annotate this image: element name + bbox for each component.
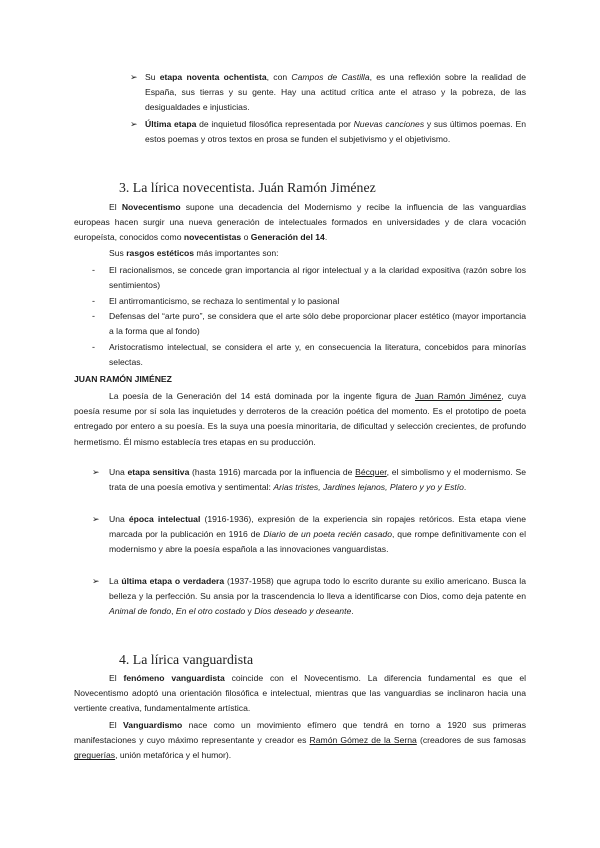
etapa-sensitiva: Una etapa sensitiva (hasta 1916) marcada por la influencia de Bécquer, el simbolismo y el modernismo. Se trata de una poesía emotiva y sentimental: Arias tristes, Jardines lejanos, Platero y yo y Estío. [109, 467, 526, 493]
ultima-etapa: La última etapa o verdadera (1937-1958) que agrupa todo lo escrito durante su exilio americano. Busca la belleza y la perfección. Su ansia por la trascendencia lo lleva a identificarse con Dios, como deja patente en Animal de fondo, En el otro costado y Dios deseado y deseante. [109, 576, 526, 617]
dash-bullet-icon: - [92, 311, 95, 321]
jrj-subheading: JUAN RAMÓN JIMÉNEZ [74, 374, 172, 384]
epoca-intelectual: Una época intelectual (1916-1936), expresión de la experiencia sin ropajes retóricos. Esta etapa viene marcada por la publicación en 1916 de Diario de un poeta recién casado, que rompe definitivamente con el modernismo y abre la poesía española a las innovaciones vanguardistas. [109, 514, 527, 555]
rasgo-item-1: El racionalismos, se concede gran importancia al rigor intelectual y a la claridad expositiva (razón sobre los sentimientos) [109, 265, 526, 291]
dash-bullet-icon: - [92, 265, 95, 275]
rasgo-item-2: El antirromanticismo, se rechaza lo sentimental y lo pasional [109, 296, 340, 306]
top-bullet-1: Su etapa noventa ochentista, con Campos de Castilla, es una reflexión sobre la realidad de España, sus tierras y su gente. Hay una actitud crítica ante el atraso y la pobreza, de las desigualdades e injusticias. [145, 72, 526, 113]
top-bullet-2: Última etapa de inquietud filosófica representada por Nuevas canciones y sus últimos poemas. En estos poemas y otros textos en prosa se funden el subjetivismo y el objetivismo. [145, 119, 526, 145]
vanguardia-paragraph-2: El Vanguardismo nace como un movimiento efímero que tendrá en torno a 1920 sus primeras manifestaciones y cuyo máximo representante y creador es Ramón Gómez de la Serna (creadores de sus famosas greguerías, unión metafórica y el humor). [74, 720, 527, 761]
novecentismo-intro: El Novecentismo supone una decadencia del Modernismo y recibe la influencia de las vanguardias europeas hacen surgir una nueva generación de intelectuales formados en universidades y de clara vocación europeísta, conocidos como novecentistas o Generación del 14. [74, 202, 526, 243]
jrj-paragraph: La poesía de la Generación del 14 está dominada por la ingente figura de Juan Ramón Jiménez, cuya poesía resume por sí sola las inquietudes y derroteros de la creación poética del momento. Es el prototipo de poeta entregado por entero a su poesía. Es la suya una poesía minoritaria, de dificultad y selección crecientes, de profundo hermetismo. Él mismo establecía tres etapas en su producción. [74, 391, 526, 447]
dash-bullet-icon: - [92, 342, 95, 352]
vanguardia-paragraph-1: El fenómeno vanguardista coincide con el Novecentismo. La diferencia fundamental es que el Novecentismo adoptó una orientación filosófica e intelectual, mientras que las vanguardias se inclinaron hacia una vertiente creativa, fundamentalmente artística. [74, 673, 527, 714]
dash-bullet-icon: - [92, 296, 95, 306]
rasgo-item-3: Defensas del “arte puro”, se considera que el arte sólo debe proporcionar placer estético (mayor importancia a la forma que al fondo) [109, 311, 526, 337]
arrow-bullet-icon: ➢ [130, 72, 138, 82]
arrow-bullet-icon: ➢ [92, 514, 100, 524]
section-4-heading: 4. La lírica vanguardista [119, 652, 254, 667]
arrow-bullet-icon: ➢ [130, 119, 138, 129]
rasgos-intro: Sus rasgos estéticos más importantes son: [109, 248, 279, 258]
arrow-bullet-icon: ➢ [92, 467, 100, 477]
arrow-bullet-icon: ➢ [92, 576, 100, 586]
section-3-heading: 3. La lírica novecentista. Juán Ramón Jiménez [119, 180, 376, 195]
rasgo-item-4: Aristocratismo intelectual, se considera el arte y, en consecuencia la literatura, concebidos para minorías selectas. [109, 342, 526, 368]
